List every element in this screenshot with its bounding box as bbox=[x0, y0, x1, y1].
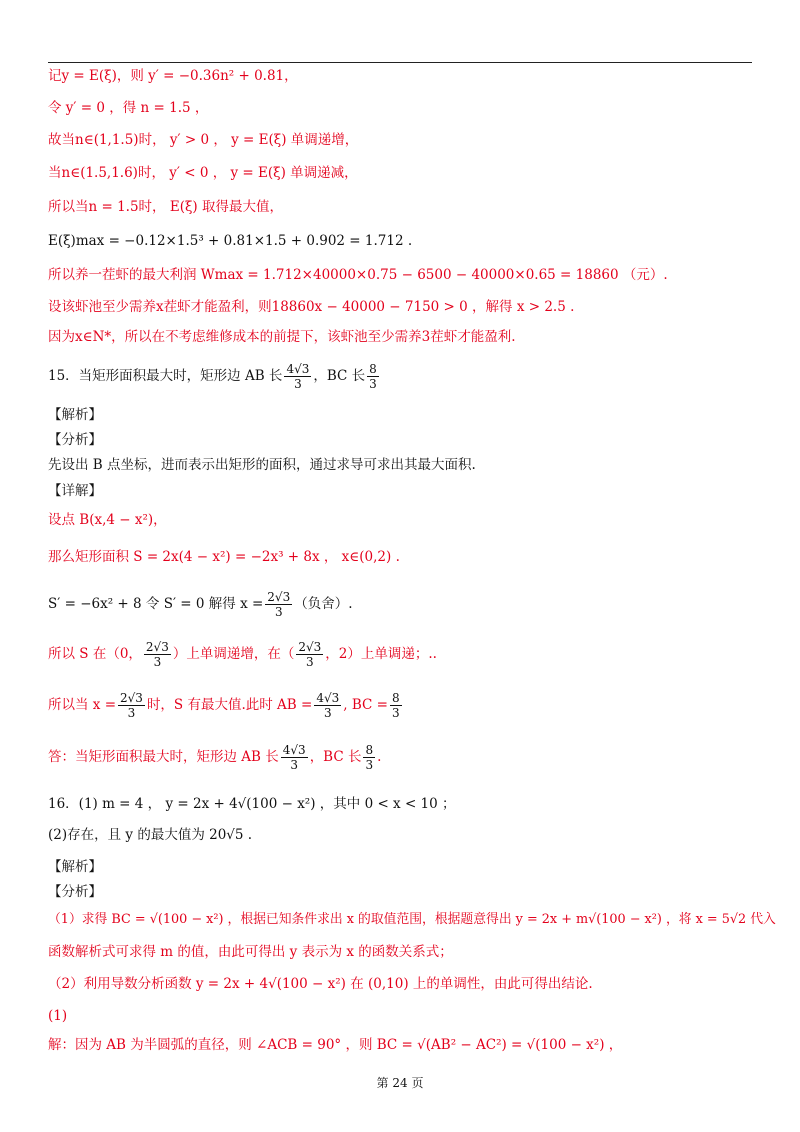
q15-line-5 bbox=[48, 691, 752, 720]
q15-bc-num: 8 bbox=[369, 362, 377, 376]
q15-line-4-num-2: 2√3 bbox=[298, 640, 322, 654]
q15-line-5-fraction-1 bbox=[118, 691, 145, 720]
q16-jiexi: 【解析】 bbox=[48, 859, 102, 875]
q15-line-4-den-1: 3 bbox=[153, 655, 162, 669]
text-line-9: 因为x∈N*，所以在不考虑维修成本的前提下，该虾池至少需养3茬虾才能盈利. bbox=[48, 329, 516, 345]
q15-line-5-num-3: 8 bbox=[391, 691, 400, 705]
q15-line-3b: （负舍）. bbox=[294, 596, 353, 612]
text-line-8: 设该虾池至少需养x茬虾才能盈利，则18860x − 40000 − 7150 > 0 ，解得 x > 2.5 . bbox=[48, 299, 575, 315]
q15-line-5-den-3: 3 bbox=[391, 706, 400, 720]
q15-line-4-fraction-1 bbox=[144, 640, 171, 669]
q16-analysis-1: （1）求得 BC = √(100 − x²) ，根据已知条件求出 x 的取值范围，根据题意得出 y = 2x + m√(100 − x²) ，将 x = 5√2 代入 bbox=[48, 912, 776, 927]
q15-bc-fraction bbox=[367, 362, 379, 391]
header-rule bbox=[48, 62, 752, 63]
q15-heading bbox=[48, 362, 752, 391]
q15-heading-a: 15．当矩形面积最大时，矩形边 AB 长 bbox=[48, 368, 283, 384]
q15-answer-a: 答：当矩形面积最大时，矩形边 AB 长 bbox=[48, 749, 279, 765]
text-line-7: 所以养一茬虾的最大利润 Wmax = 1.712×40000×0.75 − 6500 − 40000×0.65 = 18860 （元）. bbox=[48, 267, 668, 283]
q16-analysis-2: 函数解析式可求得 m 的值，由此可得出 y 表示为 x 的函数关系式； bbox=[48, 944, 453, 960]
q15-line-3 bbox=[48, 590, 752, 619]
q16-line-2: (2)存在，且 y 的最大值为 20√5 . bbox=[48, 827, 253, 843]
q15-answer-fraction-2 bbox=[363, 743, 375, 772]
q15-line-5-fraction-3 bbox=[390, 691, 402, 720]
q15-line-5-num-1: 2√3 bbox=[120, 691, 143, 705]
q15-ab-num: 4√3 bbox=[286, 362, 310, 376]
q15-fenxi-text: 先设出 B 点坐标，进而表示出矩形的面积，通过求导可求出其最大面积. bbox=[48, 457, 476, 473]
q15-ab-den: 3 bbox=[294, 377, 302, 391]
q15-line-4-fraction-2 bbox=[296, 640, 323, 669]
q15-line-2: 那么矩形面积 S = 2x(4 − x²) = −2x³ + 8x ， x∈(0,2) . bbox=[48, 549, 400, 565]
q15-line-4-num-1: 2√3 bbox=[145, 640, 169, 654]
text-line-2: 令 y′ = 0 ，得 n = 1.5 ， bbox=[48, 100, 209, 116]
q15-answer-den-1: 3 bbox=[290, 758, 299, 772]
text-line-3: 故当n∈(1,1.5)时， y′ > 0 ， y = E(ξ) 单调递增， bbox=[48, 132, 359, 148]
q16-last-line: 解：因为 AB 为半圆弧的直径，则 ∠ACB = 90° ，则 BC = √(AB² − AC²) = √(100 − x²) ， bbox=[48, 1037, 623, 1053]
q15-line-5-num-2: 4√3 bbox=[316, 691, 340, 705]
text-line-1: 记y = E(ξ)，则 y′ = −0.36n² + 0.81， bbox=[48, 68, 298, 84]
text-line-6: E(ξ)max = −0.12×1.5³ + 0.81×1.5 + 0.902 = 1.712 . bbox=[48, 233, 413, 249]
q15-answer-num-2: 8 bbox=[365, 743, 374, 757]
q15-line-1: 设点 B(x,4 − x²)， bbox=[48, 512, 167, 528]
q15-jiexi: 【解析】 bbox=[48, 407, 102, 423]
q15-line-5b: 时，S 有最大值.此时 AB = bbox=[146, 697, 313, 713]
q15-line-5-fraction-2 bbox=[314, 691, 341, 720]
q15-answer-den-2: 3 bbox=[365, 758, 374, 772]
q15-xiangjie: 【详解】 bbox=[48, 483, 102, 499]
q15-bc-den: 3 bbox=[369, 377, 377, 391]
q15-line-4a: 所以 S 在（0， bbox=[48, 646, 142, 662]
q15-line-5c: , BC = bbox=[343, 697, 388, 713]
q16-line-1: 16．(1) m = 4 ， y = 2x + 4√(100 − x²) ，其中 0 < x < 10 ； bbox=[48, 796, 456, 812]
page-number: 第 24 页 bbox=[376, 1076, 424, 1090]
q15-answer-b: ，BC 长 bbox=[309, 749, 362, 765]
q15-fenxi: 【分析】 bbox=[48, 432, 102, 448]
q15-line-5a: 所以当 x = bbox=[48, 697, 117, 713]
text-line-4: 当n∈(1.5,1.6)时， y′ < 0 ， y = E(ξ) 单调递减， bbox=[48, 165, 358, 181]
q15-line-5-den-1: 3 bbox=[127, 706, 136, 720]
q15-line-3-fraction bbox=[265, 590, 292, 619]
q15-ab-fraction bbox=[284, 362, 311, 391]
q15-line-3-den: 3 bbox=[274, 605, 283, 619]
q15-heading-b: ，BC 长 bbox=[313, 368, 366, 384]
q15-answer-fraction-1 bbox=[281, 743, 308, 772]
text-line-5: 所以当n = 1.5时， E(ξ) 取得最大值， bbox=[48, 199, 283, 215]
q15-answer bbox=[48, 743, 752, 772]
q15-answer-num-1: 4√3 bbox=[282, 743, 306, 757]
q15-line-5-den-2: 3 bbox=[323, 706, 332, 720]
q15-line-4-den-2: 3 bbox=[305, 655, 314, 669]
q16-fenxi: 【分析】 bbox=[48, 884, 102, 900]
q16-analysis-3: （2）利用导数分析函数 y = 2x + 4√(100 − x²) 在 (0,10) 上的单调性，由此可得出结论. bbox=[48, 976, 593, 992]
q15-line-4c: ，2）上单调递；.. bbox=[325, 646, 437, 662]
q15-line-3-num: 2√3 bbox=[267, 590, 291, 604]
q15-line-4 bbox=[48, 640, 752, 669]
q15-line-4b: ）上单调递增，在（ bbox=[172, 646, 295, 662]
q15-answer-c: . bbox=[377, 749, 382, 765]
q16-part-1: (1) bbox=[48, 1008, 68, 1024]
q15-line-3a: S′ = −6x² + 8 令 S′ = 0 解得 x = bbox=[48, 596, 264, 612]
